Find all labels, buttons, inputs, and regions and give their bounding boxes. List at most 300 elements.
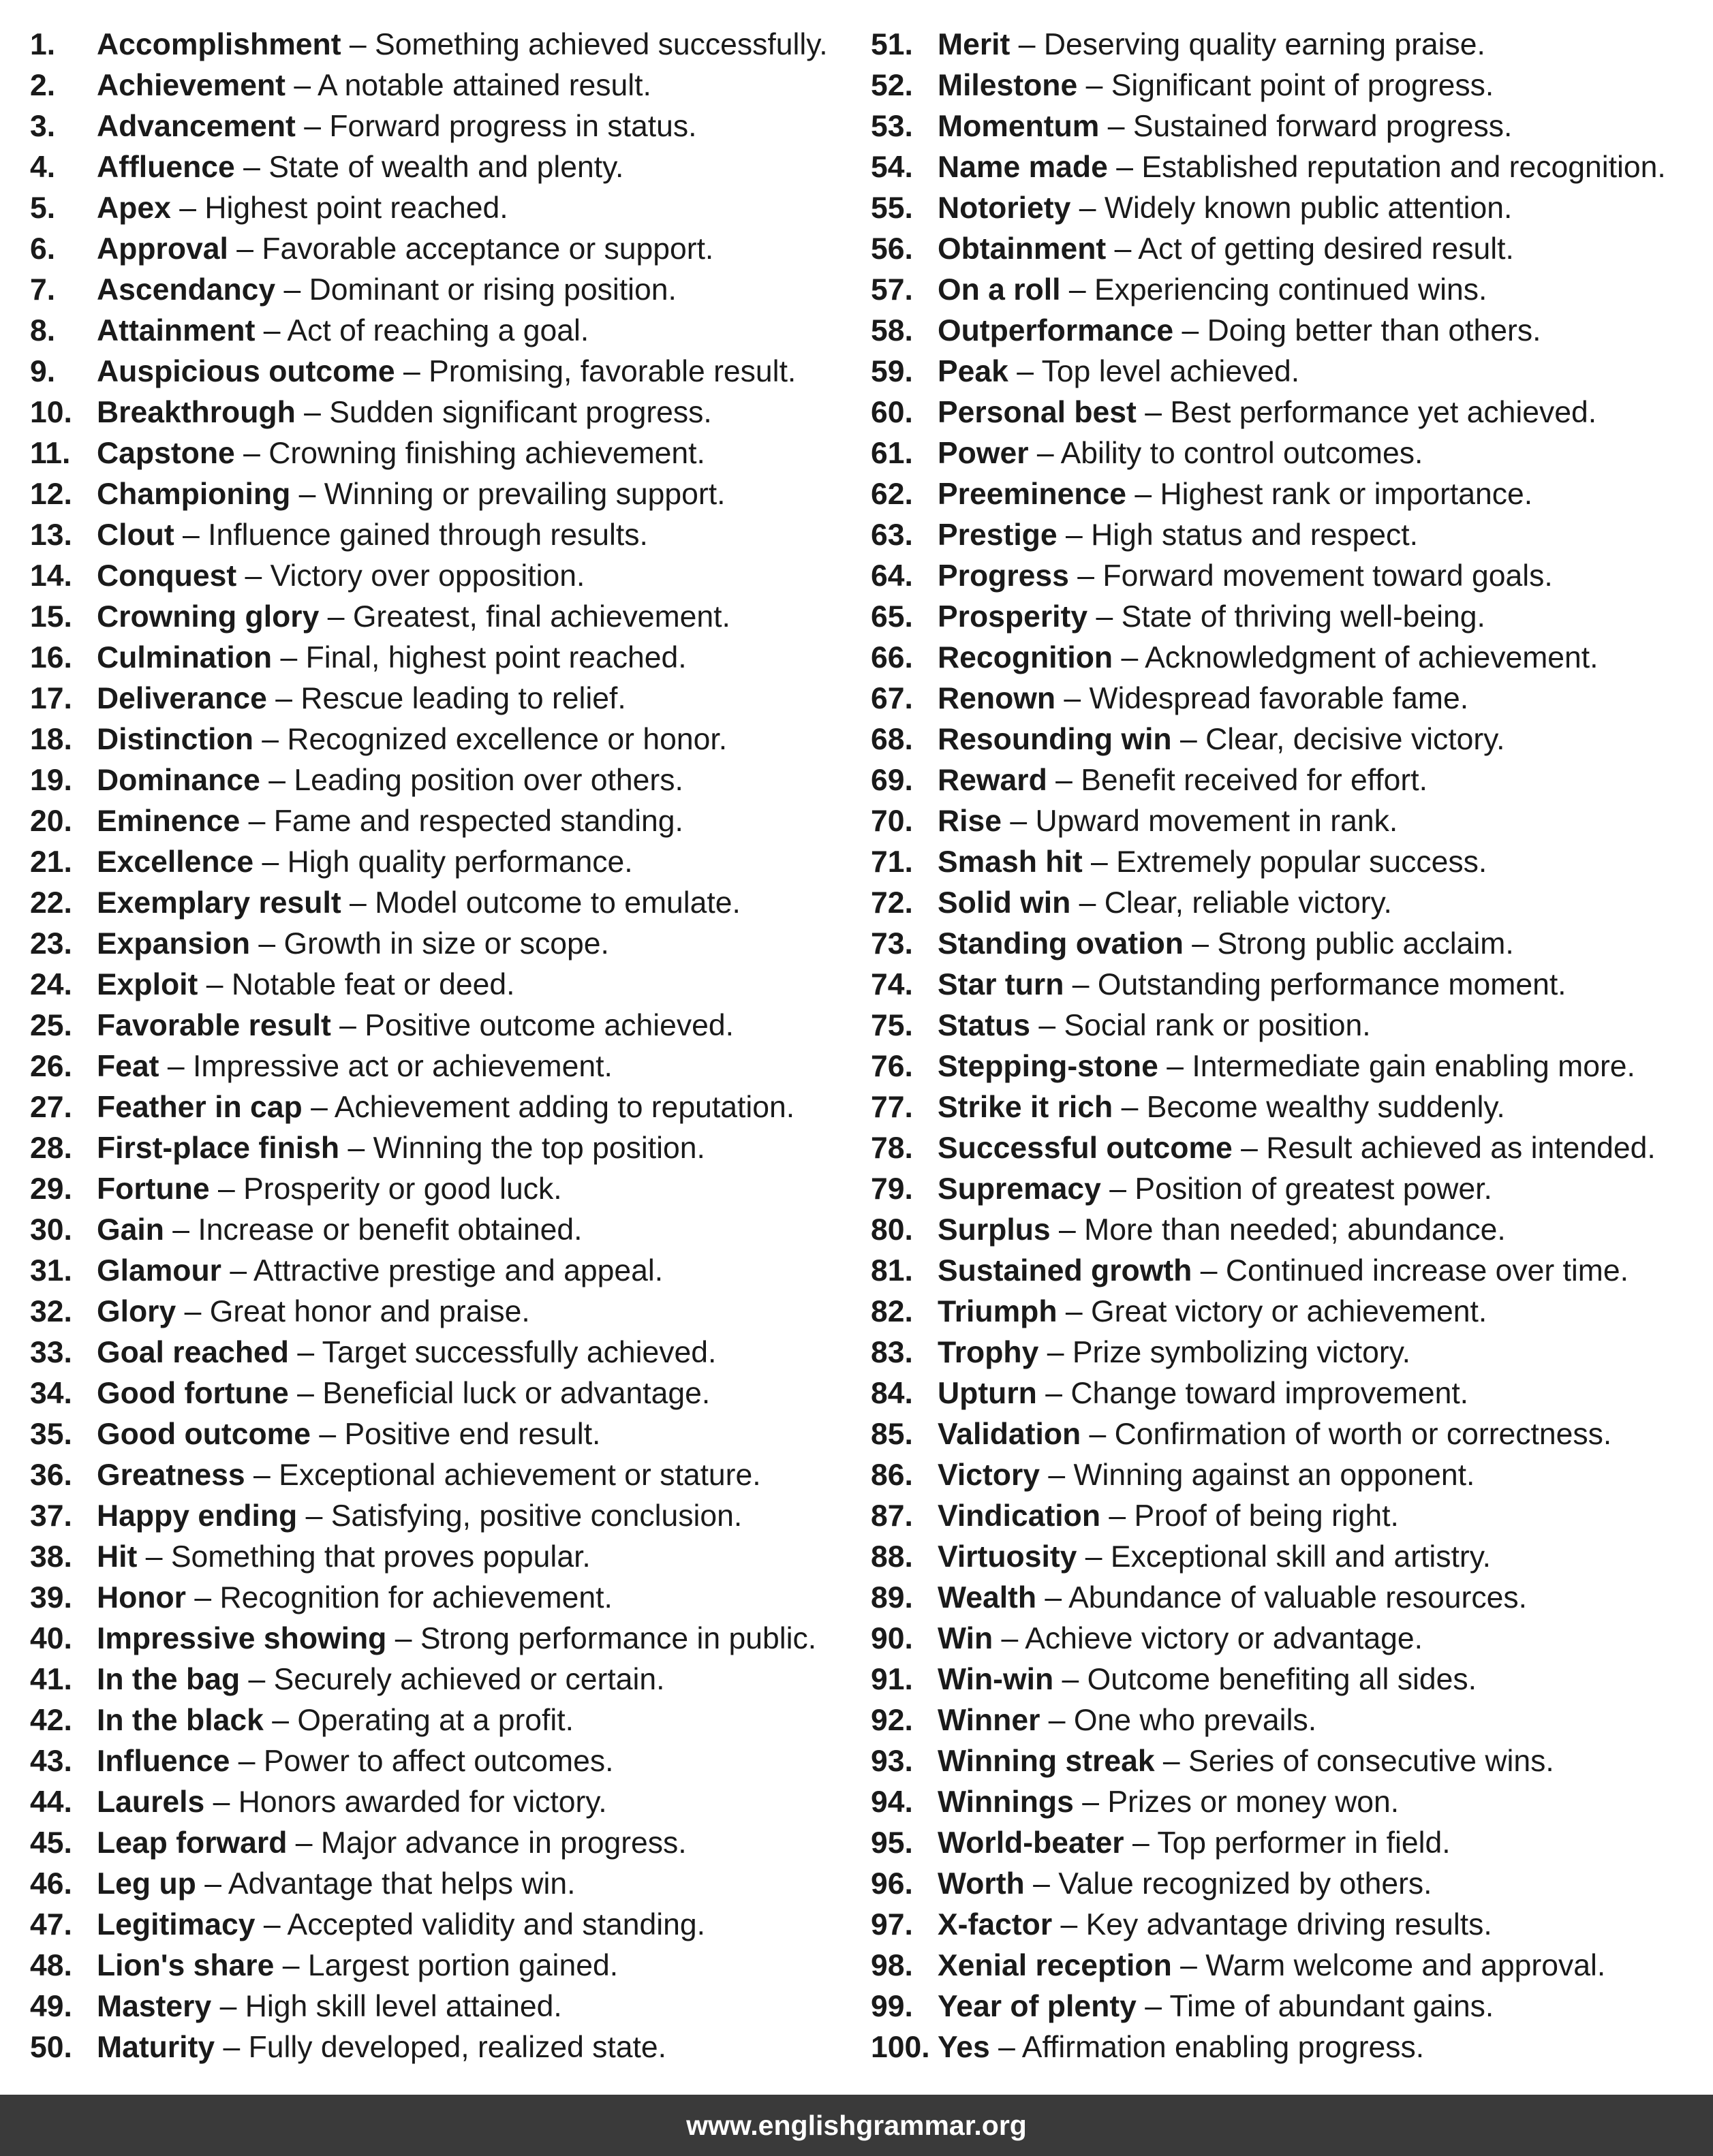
item-definition: Beneficial luck or advantage. <box>322 1377 711 1410</box>
item-definition: High quality performance. <box>287 845 633 879</box>
item-term: Smash hit <box>938 845 1083 879</box>
item-separator: – <box>1053 1663 1087 1696</box>
list-item <box>30 638 848 678</box>
item-term: Trophy <box>938 1336 1039 1369</box>
item-number: 86. <box>871 1458 913 1492</box>
item-separator: – <box>1099 110 1133 143</box>
item-number: 87. <box>871 1499 913 1533</box>
list-item <box>871 25 1709 65</box>
list-item <box>871 2027 1709 2068</box>
list-item <box>30 25 848 65</box>
item-definition: Attractive prestige and appeal. <box>253 1254 664 1287</box>
item-term: Status <box>938 1009 1030 1042</box>
item-number: 37. <box>30 1499 72 1533</box>
item-definition: Honors awarded for victory. <box>238 1785 607 1819</box>
item-term: On a roll <box>938 273 1061 307</box>
item-definition: Dominant or rising position. <box>309 273 677 307</box>
list-item <box>30 1986 848 2027</box>
list-item <box>30 351 848 392</box>
list-item <box>30 229 848 270</box>
item-separator: – <box>310 1418 345 1451</box>
item-term: Culmination <box>97 641 273 674</box>
item-definition: Growth in size or scope. <box>283 927 609 960</box>
item-term: Feat <box>97 1050 159 1083</box>
item-definition: Significant point of progress. <box>1111 69 1494 102</box>
list-item <box>871 1864 1709 1905</box>
item-separator: – <box>253 723 288 756</box>
item-number: 6. <box>30 232 56 266</box>
item-term: Leg up <box>97 1867 196 1901</box>
list-item <box>871 1373 1709 1414</box>
item-term: Exploit <box>97 968 198 1001</box>
item-definition: Impressive act or achievement. <box>192 1050 613 1083</box>
item-term: Victory <box>938 1458 1040 1492</box>
item-term: Championing <box>97 478 291 511</box>
item-number: 14. <box>30 559 72 593</box>
item-number: 92. <box>871 1704 913 1737</box>
item-definition: Increase or benefit obtained. <box>198 1213 583 1247</box>
item-separator: – <box>1100 1172 1135 1206</box>
item-number: 81. <box>871 1254 913 1287</box>
item-number: 45. <box>30 1826 72 1860</box>
list-item <box>871 188 1709 229</box>
item-term: Fortune <box>97 1172 210 1206</box>
item-term: Supremacy <box>938 1172 1101 1206</box>
item-term: Winner <box>938 1704 1040 1737</box>
item-separator: – <box>288 1336 322 1369</box>
item-term: Conquest <box>97 559 237 593</box>
item-separator: – <box>1052 1908 1086 1941</box>
item-definition: Recognized excellence or honor. <box>287 723 728 756</box>
item-definition: Notable feat or deed. <box>231 968 515 1001</box>
item-number: 91. <box>871 1663 913 1696</box>
item-number: 23. <box>30 927 72 960</box>
item-term: In the black <box>97 1704 264 1737</box>
item-number: 54. <box>871 151 913 184</box>
list-item <box>30 556 848 597</box>
item-definition: Accepted validity and standing. <box>287 1908 706 1941</box>
item-definition: Position of greatest power. <box>1135 1172 1492 1206</box>
item-term: Honor <box>97 1581 187 1614</box>
item-number: 70. <box>871 804 913 838</box>
item-separator: – <box>1106 232 1139 266</box>
item-number: 7. <box>30 273 56 307</box>
list-item <box>30 1251 848 1292</box>
item-number: 76. <box>871 1050 913 1083</box>
list-item <box>30 270 848 311</box>
list-item <box>30 1373 848 1414</box>
item-definition: Best performance yet achieved. <box>1170 396 1597 429</box>
item-separator: – <box>240 1663 274 1696</box>
list-item <box>30 1087 848 1128</box>
item-definition: Series of consecutive wins. <box>1188 1745 1554 1778</box>
item-term: Laurels <box>97 1785 205 1819</box>
item-separator: – <box>275 273 309 307</box>
item-definition: Great honor and praise. <box>209 1295 530 1328</box>
item-separator: – <box>186 1581 220 1614</box>
item-number: 4. <box>30 151 56 184</box>
item-term: Glory <box>97 1295 176 1328</box>
list-item <box>871 924 1709 965</box>
item-number: 69. <box>871 764 913 797</box>
item-number: 63. <box>871 518 913 552</box>
list-item <box>30 1414 848 1455</box>
item-definition: Positive outcome achieved. <box>365 1009 734 1042</box>
item-separator: – <box>255 314 288 347</box>
list-item <box>871 1946 1709 1986</box>
item-separator: – <box>330 1009 365 1042</box>
item-number: 11. <box>30 437 71 470</box>
item-definition: Top performer in field. <box>1157 1826 1451 1860</box>
item-term: Feather in cap <box>97 1091 303 1124</box>
item-definition: Victory over opposition. <box>270 559 585 593</box>
item-separator: – <box>1154 1745 1189 1778</box>
item-definition: Outcome benefiting all sides. <box>1087 1663 1477 1696</box>
item-number: 30. <box>30 1213 72 1247</box>
list-item <box>30 1332 848 1373</box>
list-item <box>30 311 848 351</box>
list-item <box>871 719 1709 760</box>
item-definition: Advantage that helps win. <box>228 1867 576 1901</box>
item-definition: Model outcome to emulate. <box>375 886 741 920</box>
item-number: 79. <box>871 1172 913 1206</box>
item-definition: Forward movement toward goals. <box>1102 559 1553 593</box>
item-term: Affluence <box>97 151 235 184</box>
list-item <box>30 924 848 965</box>
item-number: 74. <box>871 968 913 1001</box>
item-definition: Change toward improvement. <box>1070 1377 1469 1410</box>
item-definition: Major advance in progress. <box>320 1826 687 1860</box>
item-number: 96. <box>871 1867 913 1901</box>
item-term: Leap forward <box>97 1826 288 1860</box>
item-number: 48. <box>30 1949 72 1982</box>
item-number: 9. <box>30 355 56 388</box>
item-number: 60. <box>871 396 913 429</box>
item-separator: – <box>209 1172 244 1206</box>
item-term: Milestone <box>938 69 1078 102</box>
item-separator: – <box>288 1377 323 1410</box>
item-term: First-place finish <box>97 1131 340 1165</box>
item-number: 80. <box>871 1213 913 1247</box>
list-item <box>871 1659 1709 1700</box>
item-term: Winnings <box>938 1785 1074 1819</box>
item-term: Xenial reception <box>938 1949 1172 1982</box>
item-term: Upturn <box>938 1377 1037 1410</box>
item-term: Goal reached <box>97 1336 289 1369</box>
item-separator: – <box>1173 314 1207 347</box>
item-separator: – <box>1057 518 1092 552</box>
list-item <box>30 1782 848 1823</box>
item-definition: High skill level attained. <box>245 1990 562 2023</box>
list-item <box>871 1905 1709 1946</box>
item-separator: – <box>1124 1826 1158 1860</box>
list-item <box>30 597 848 638</box>
item-definition: Become wealthy suddenly. <box>1146 1091 1505 1124</box>
item-number: 90. <box>871 1622 913 1655</box>
item-number: 42. <box>30 1704 72 1737</box>
item-definition: Final, highest point reached. <box>305 641 687 674</box>
item-term: Merit <box>938 28 1010 61</box>
item-number: 50. <box>30 2031 72 2064</box>
item-separator: – <box>1077 1540 1111 1574</box>
item-definition: Satisfying, positive conclusion. <box>330 1499 743 1533</box>
item-definition: A notable attained result. <box>318 69 651 102</box>
list-item <box>871 229 1709 270</box>
item-number: 52. <box>871 69 913 102</box>
item-separator: – <box>386 1622 420 1655</box>
item-separator: – <box>341 886 375 920</box>
item-definition: Time of abundant gains. <box>1169 1990 1494 2023</box>
item-separator: – <box>341 28 375 61</box>
item-definition: Sustained forward progress. <box>1132 110 1513 143</box>
item-definition: Forward progress in status. <box>329 110 697 143</box>
item-term: Good outcome <box>97 1418 311 1451</box>
list-item <box>30 1496 848 1537</box>
item-definition: Intermediate gain enabling more. <box>1192 1050 1635 1083</box>
item-separator: – <box>1136 396 1171 429</box>
item-term: Virtuosity <box>938 1540 1077 1574</box>
list-item <box>30 1169 848 1210</box>
item-number: 31. <box>30 1254 72 1287</box>
item-definition: Largest portion gained. <box>307 1949 619 1982</box>
item-number: 35. <box>30 1418 72 1451</box>
list-item <box>871 1578 1709 1619</box>
item-separator: – <box>274 1949 308 1982</box>
item-definition: Established reputation and recognition. <box>1141 151 1666 184</box>
item-term: Sustained growth <box>938 1254 1192 1287</box>
list-item <box>871 1005 1709 1046</box>
item-separator: – <box>1038 1336 1072 1369</box>
item-definition: Recognition for achievement. <box>219 1581 613 1614</box>
item-number: 56. <box>871 232 913 266</box>
word-list-column-right <box>871 25 1709 2068</box>
item-definition: Benefit received for effort. <box>1081 764 1428 797</box>
footer-website[interactable]: www.englishgrammar.org <box>0 2095 1713 2156</box>
item-definition: Result achieved as intended. <box>1266 1131 1656 1165</box>
item-separator: – <box>170 191 205 225</box>
list-item <box>30 65 848 106</box>
item-separator: – <box>228 232 262 266</box>
list-item <box>871 1986 1709 2027</box>
item-separator: – <box>1126 478 1160 511</box>
item-separator: – <box>236 559 271 593</box>
item-definition: Prizes or money won. <box>1107 1785 1400 1819</box>
item-separator: – <box>1183 927 1218 960</box>
item-definition: Value recognized by others. <box>1058 1867 1432 1901</box>
list-item <box>30 392 848 433</box>
item-separator: – <box>1060 273 1094 307</box>
item-term: Solid win <box>938 886 1071 920</box>
item-number: 100. <box>871 2031 930 2064</box>
item-term: Glamour <box>97 1254 221 1287</box>
item-separator: – <box>1030 1009 1064 1042</box>
item-term: Name made <box>938 151 1108 184</box>
item-number: 83. <box>871 1336 913 1369</box>
list-item <box>871 1700 1709 1741</box>
item-term: World-beater <box>938 1826 1124 1860</box>
list-item <box>871 883 1709 924</box>
item-number: 38. <box>30 1540 72 1574</box>
item-term: Gain <box>97 1213 164 1247</box>
item-term: Vindication <box>938 1499 1101 1533</box>
list-item <box>871 556 1709 597</box>
item-number: 49. <box>30 1990 72 2023</box>
item-term: Clout <box>97 518 174 552</box>
list-item <box>871 1455 1709 1496</box>
item-definition: Continued increase over time. <box>1225 1254 1629 1287</box>
list-item <box>30 719 848 760</box>
item-definition: Achieve victory or advantage. <box>1025 1622 1423 1655</box>
item-separator: – <box>395 355 429 388</box>
item-definition: Doing better than others. <box>1207 314 1541 347</box>
item-separator: – <box>1068 559 1103 593</box>
item-term: Standing ovation <box>938 927 1184 960</box>
item-number: 40. <box>30 1622 72 1655</box>
item-separator: – <box>240 804 274 838</box>
item-definition: Highest point reached. <box>204 191 508 225</box>
item-term: Worth <box>938 1867 1025 1901</box>
item-definition: Fully developed, realized state. <box>248 2031 667 2064</box>
item-separator: – <box>295 110 330 143</box>
list-item <box>871 515 1709 556</box>
item-term: Attainment <box>97 314 256 347</box>
item-number: 2. <box>30 69 56 102</box>
item-term: Approval <box>97 232 228 266</box>
list-item <box>871 351 1709 392</box>
list-item <box>30 474 848 515</box>
item-number: 19. <box>30 764 72 797</box>
list-item <box>871 392 1709 433</box>
item-separator: – <box>1040 1704 1074 1737</box>
item-definition: Target successfully achieved. <box>322 1336 717 1369</box>
list-item <box>30 678 848 719</box>
item-number: 82. <box>871 1295 913 1328</box>
item-number: 32. <box>30 1295 72 1328</box>
item-separator: – <box>1100 1499 1135 1533</box>
item-term: Achievement <box>97 69 286 102</box>
item-term: Crowning glory <box>97 600 320 634</box>
list-item <box>871 1292 1709 1332</box>
item-term: Recognition <box>938 641 1113 674</box>
list-item <box>30 965 848 1005</box>
item-term: Breakthrough <box>97 396 296 429</box>
list-item <box>30 1864 848 1905</box>
list-item <box>30 1537 848 1578</box>
item-definition: Exceptional skill and artistry. <box>1110 1540 1492 1574</box>
item-number: 46. <box>30 1867 72 1901</box>
item-separator: – <box>1050 1213 1085 1247</box>
item-number: 68. <box>871 723 913 756</box>
item-term: Peak <box>938 355 1008 388</box>
item-separator: – <box>1010 28 1044 61</box>
item-separator: – <box>245 1458 279 1492</box>
item-separator: – <box>260 764 294 797</box>
item-separator: – <box>211 1990 245 2023</box>
item-term: Advancement <box>97 110 296 143</box>
list-item <box>30 1005 848 1046</box>
item-separator: – <box>230 1745 264 1778</box>
item-term: Notoriety <box>938 191 1071 225</box>
list-item <box>30 801 848 842</box>
item-term: Maturity <box>97 2031 215 2064</box>
item-separator: – <box>1002 804 1036 838</box>
item-definition: Highest rank or importance. <box>1160 478 1533 511</box>
item-separator: – <box>1082 845 1117 879</box>
list-item <box>871 1741 1709 1782</box>
item-separator: – <box>1028 437 1061 470</box>
item-definition: Acknowledgment of achievement. <box>1145 641 1599 674</box>
item-term: Hit <box>97 1540 138 1574</box>
item-term: Successful outcome <box>938 1131 1233 1165</box>
item-term: In the bag <box>97 1663 241 1696</box>
list-item <box>871 1169 1709 1210</box>
list-item <box>30 106 848 147</box>
item-number: 18. <box>30 723 72 756</box>
item-separator: – <box>1113 1091 1147 1124</box>
list-item <box>871 433 1709 474</box>
item-separator: – <box>234 437 269 470</box>
list-item <box>871 1496 1709 1537</box>
item-separator: – <box>1036 1581 1069 1614</box>
list-item <box>30 1578 848 1619</box>
item-term: Win-win <box>938 1663 1054 1696</box>
item-definition: Clear, decisive victory. <box>1205 723 1505 756</box>
item-term: Reward <box>938 764 1047 797</box>
item-number: 59. <box>871 355 913 388</box>
item-term: Wealth <box>938 1581 1037 1614</box>
item-term: Exemplary result <box>97 886 341 920</box>
item-separator: – <box>339 1131 373 1165</box>
item-definition: Widespread favorable fame. <box>1089 682 1469 715</box>
item-number: 66. <box>871 641 913 674</box>
item-term: Ascendancy <box>97 273 276 307</box>
item-number: 78. <box>871 1131 913 1165</box>
list-item <box>30 1741 848 1782</box>
item-definition: Act of getting desired result. <box>1138 232 1514 266</box>
item-definition: Outstanding performance moment. <box>1097 968 1567 1001</box>
item-separator: – <box>1070 191 1105 225</box>
item-term: Expansion <box>97 927 251 960</box>
item-number: 27. <box>30 1091 72 1124</box>
item-number: 73. <box>871 927 913 960</box>
item-number: 5. <box>30 191 56 225</box>
list-item <box>30 1659 848 1700</box>
list-item <box>30 1046 848 1087</box>
item-number: 72. <box>871 886 913 920</box>
item-number: 33. <box>30 1336 72 1369</box>
item-term: Impressive showing <box>97 1622 387 1655</box>
item-number: 65. <box>871 600 913 634</box>
item-number: 28. <box>30 1131 72 1165</box>
item-definition: Act of reaching a goal. <box>287 314 589 347</box>
item-separator: – <box>263 1704 298 1737</box>
item-number: 26. <box>30 1050 72 1083</box>
list-item <box>30 188 848 229</box>
item-definition: Power to affect outcomes. <box>263 1745 614 1778</box>
item-separator: – <box>1192 1254 1226 1287</box>
list-item <box>871 147 1709 188</box>
item-separator: – <box>1232 1131 1267 1165</box>
item-term: Apex <box>97 191 171 225</box>
item-number: 85. <box>871 1418 913 1451</box>
item-term: Greatness <box>97 1458 245 1492</box>
item-term: Dominance <box>97 764 260 797</box>
item-definition: Exceptional achievement or stature. <box>279 1458 761 1492</box>
list-item <box>30 1455 848 1496</box>
item-number: 20. <box>30 804 72 838</box>
item-number: 53. <box>871 110 913 143</box>
list-item <box>871 1414 1709 1455</box>
